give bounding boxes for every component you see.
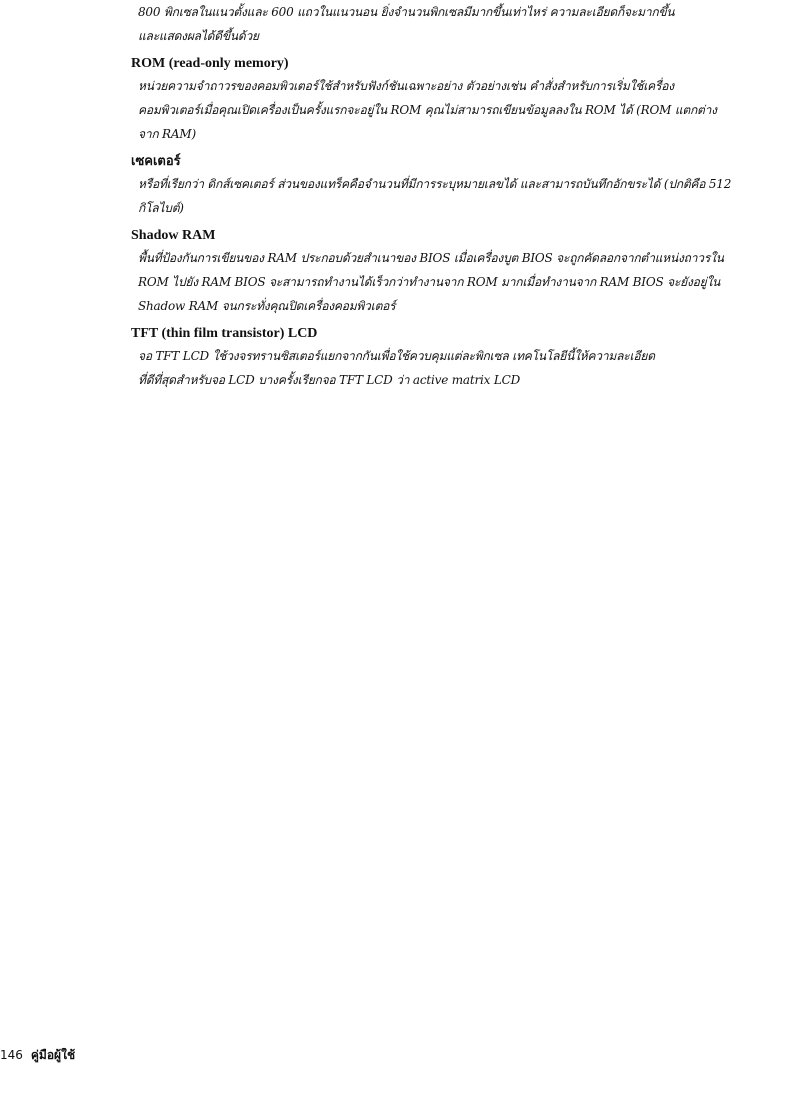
definition-line: ที่ดีที่สุดสำหรับจอ LCD บางครั้งเรียกจอ TFT LCD ว่า active matrix LCD <box>138 373 520 387</box>
definition-line: Shadow RAM จนกระทั่งคุณปิดเครื่องคอมพิวเตอร์ <box>138 299 396 313</box>
glossary-definition <box>131 172 799 220</box>
glossary-definition <box>131 246 799 318</box>
definition-line: คอมพิวเตอร์เมื่อคุณเปิดเครื่องเป็นครั้งแรกจะอยู่ใน ROM คุณไม่สามารถเขียนข้อมูลลงใน ROM ได้ (ROM แตกต่าง <box>138 103 717 117</box>
definition-line: 800 พิกเซลในแนวตั้งและ 600 แถวในแนวนอน ยิ่งจำนวนพิกเซลมีมากขึ้นเท่าไหร่ ความละเอียดก็จะมากขึ้น <box>138 5 675 19</box>
glossary-term: Shadow RAM <box>131 228 216 243</box>
glossary-entry-rom <box>131 54 799 146</box>
glossary-definition <box>131 344 799 392</box>
glossary-definition <box>131 74 799 146</box>
definition-line: พื้นที่ป้องกันการเขียนของ RAM ประกอบด้วยสำเนาของ BIOS เมื่อเครื่องบูต BIOS จะถูกคัดลอกจากตำแหน่งถาวรใน <box>138 251 724 265</box>
definition-line: จาก RAM) <box>138 127 196 141</box>
definition-line: จอ TFT LCD ใช้วงจรทรานซิสเตอร์แยกจากกันเพื่อใช้ควบคุมแต่ละพิกเซล เทคโนโลยีนี้ให้ความละเอียด <box>138 349 655 363</box>
glossary-entry-tft-lcd <box>131 324 799 392</box>
page-footer <box>0 1046 75 1065</box>
glossary-term: TFT (thin film transistor) LCD <box>131 326 318 341</box>
definition-line: และแสดงผลได้ดีขึ้นด้วย <box>138 29 259 43</box>
page-number: 146 <box>0 1048 23 1062</box>
glossary-term: ROM (read-only memory) <box>131 56 289 71</box>
glossary-entry-sector <box>131 152 799 220</box>
definition-line: หรือที่เรียกว่า ดิกส์เซคเตอร์ ส่วนของแทร็คคือจำนวนที่มีการระบุหมายเลขได้ และสามารถบันทึกอักขระได้ (ปกติคือ 512 <box>138 177 732 191</box>
definition-line: หน่วยความจำถาวรของคอมพิวเตอร์ใช้สำหรับฟังก์ชันเฉพาะอย่าง ตัวอย่างเช่น คำสั่งสำหรับการเริ่มใช้เครื่อง <box>138 79 674 93</box>
glossary-section <box>131 0 799 392</box>
footer-title: คู่มือผู้ใช้ <box>30 1048 76 1062</box>
glossary-term: เซคเตอร์ <box>131 154 181 169</box>
previous-entry-continuation <box>131 0 799 48</box>
definition-line: ROM ไปยัง RAM BIOS จะสามารถทำงานได้เร็วกว่าทำงานจาก ROM มากเมื่อทำงานจาก RAM BIOS จะยังอยู่ใน <box>138 275 721 289</box>
definition-line: กิโลไบต์) <box>138 201 184 215</box>
glossary-entry-shadow-ram <box>131 226 799 318</box>
